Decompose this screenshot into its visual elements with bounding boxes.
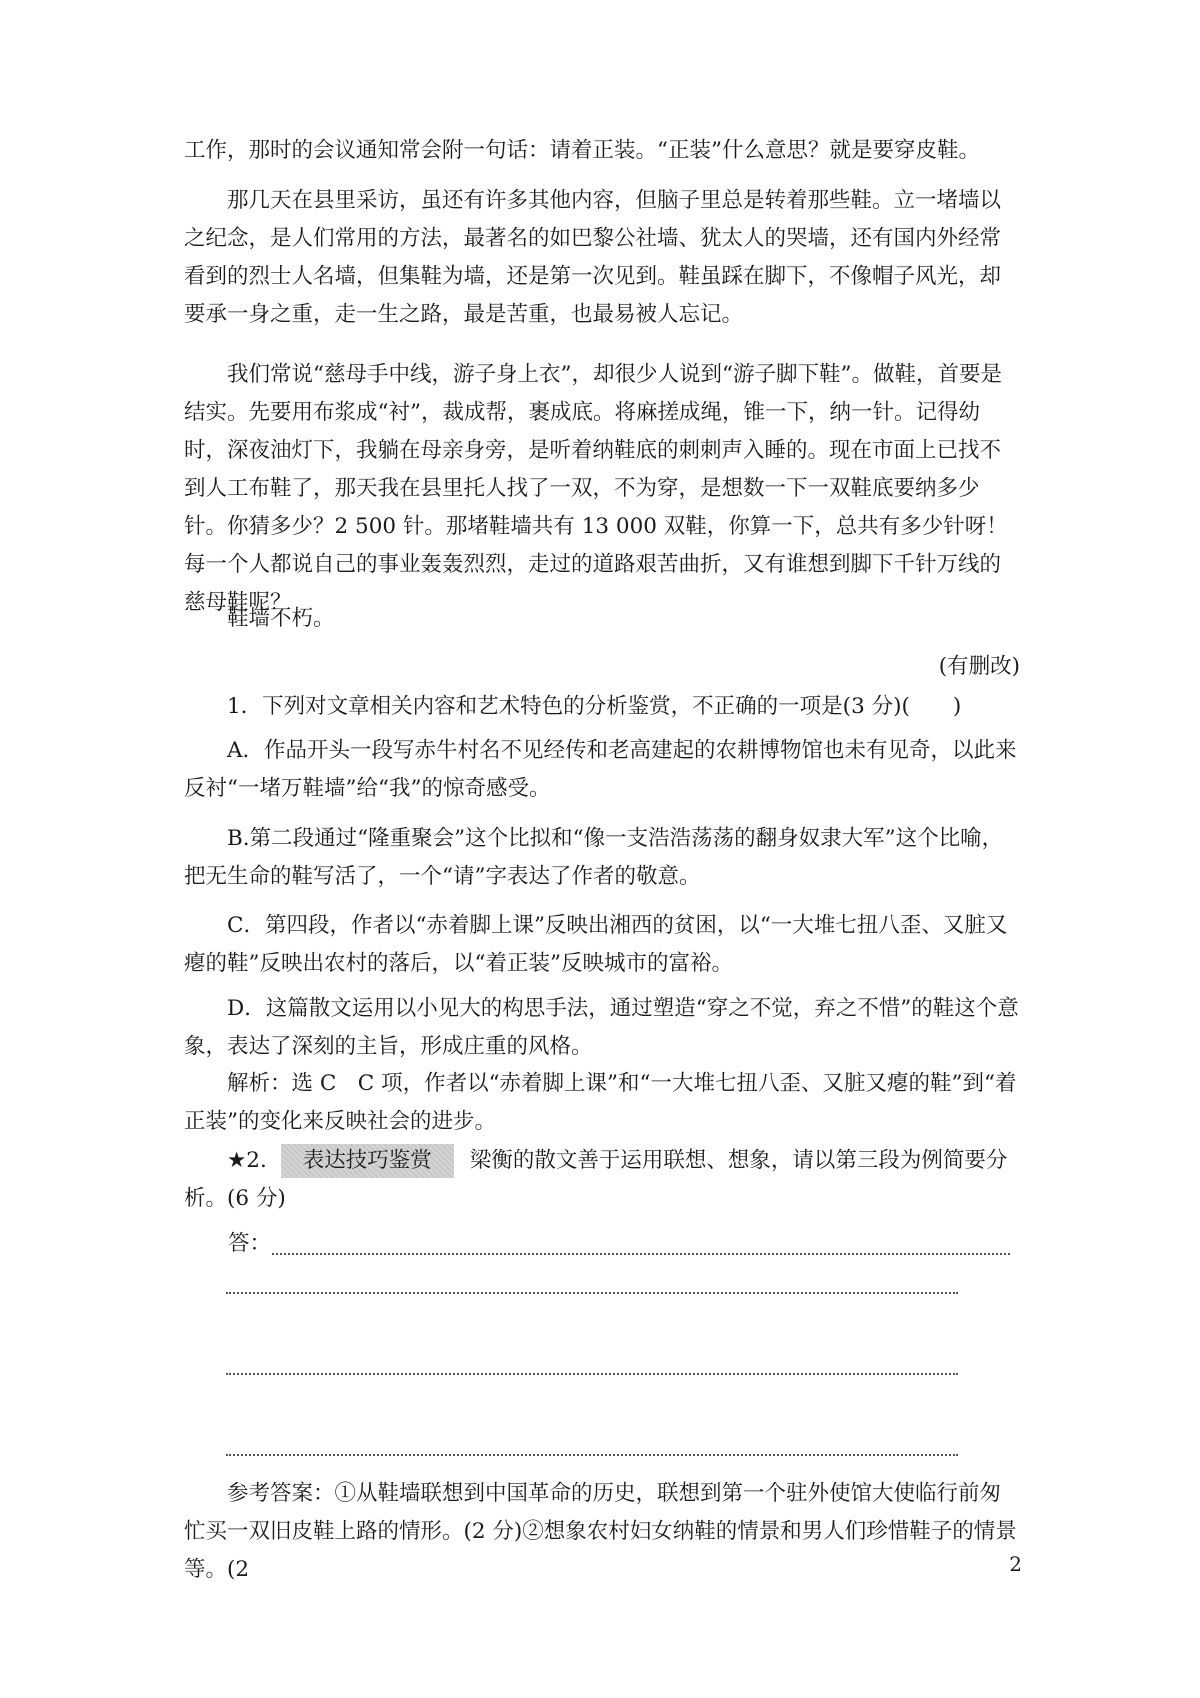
page-number: 2 [1009,1552,1022,1576]
answer-label: 答： [228,1231,272,1256]
question-1-option-b: B.第二段通过“隆重聚会”这个比拟和“像一支浩浩荡荡的翻身奴隶大军”这个比喻，把无生命的鞋写活了，一个“请”字表达了作者的敬意。 [184,826,1004,889]
paragraph-wall: 那几天在县里采访，虽还有许多其他内容，但脑子里总是转着那些鞋。立一堵墙以之纪念，是人们常用的方法，最著名的如巴黎公社墙、犹太人的哭墙，还有国内外经常看到的烈士人名墙，但集鞋为墙，还是第一次见到。鞋虽踩在脚下，不像帽子风光，却要承一身之重，走一生之路，最是苦重，也最易被人忘记。 [184,188,1002,327]
question-1-stem: 1．下列对文章相关内容和艺术特色的分析鉴赏，不正确的一项是(3 分)( ) [227,694,962,719]
question-2-number: ★2. [227,1148,267,1173]
answer-line-4[interactable] [226,1454,958,1456]
paragraph-mother: 我们常说“慈母手中线，游子身上衣”，却很少人说到“游子脚下鞋”。做鞋，首要是结实。先要用布浆成“衬”，裁成帮，裹成底。将麻搓成绳，锥一下，纳一针。记得幼时，深夜油灯下，我躺在母亲身旁，是听着纳鞋底的刺刺声入睡的。现在市面上已找不到人工布鞋了，那天我在县里托人找了一双，不为穿，是想数一下一双鞋底要纳多少针。你猜多少？2 500 针。那堵鞋墙共有 13 000 双鞋，你算一下，总共有多少针呀！每一个人都说自己的事业轰轰烈烈，走过的道路艰苦曲折，又有谁想到脚下千针万线的慈母鞋呢？ [184,362,1008,615]
question-2-stem: 梁衡的散文善于运用联想、想象，请以第三段为例简要分析。(6 分) [184,1148,1008,1211]
question-1-analysis: 解析：选 C C 项，作者以“赤着脚上课”和“一大堆七扭八歪、又脏又瘪的鞋”到“着正装”的变化来反映社会的进步。 [184,1071,1017,1134]
question-2-reference-answer: 参考答案：①从鞋墙联想到中国革命的历史，联想到第一个驻外使馆大使临行前匆忙买一双旧皮鞋上路的情形。(2 分)②想象农村妇女纳鞋的情景和男人们珍惜鞋子的情景等。(2 [184,1481,1017,1582]
skill-tag-badge: 表达技巧鉴赏 [281,1144,454,1178]
question-1-option-a: A．作品开头一段写赤牛村名不见经传和老高建起的农耕博物馆也未有见奇，以此来反衬“一堵万鞋墙”给“我”的惊奇感受。 [184,738,1017,801]
answer-line-1[interactable] [272,1253,1010,1255]
answer-line-2[interactable] [226,1292,958,1294]
question-1-option-d: D．这篇散文运用以小见大的构思手法，通过塑造“穿之不觉，弃之不惜”的鞋这个意象，表达了深刻的主旨，形成庄重的风格。 [184,996,1019,1059]
question-2-stem-block [184,1142,1020,1218]
question-1-option-c: C．第四段，作者以“赤着脚上课”反映出湘西的贫困，以“一大堆七扭八歪、又脏又瘪的鞋”反映出农村的落后，以“着正装”反映城市的富裕。 [184,913,1008,976]
paragraph-intro: 工作，那时的会议通知常会附一句话：请着正装。“正装”什么意思？就是要穿皮鞋。 [184,138,980,163]
revision-note: (有删改) [938,654,1020,679]
paragraph-end: 鞋墙不朽。 [227,606,335,631]
answer-line-3[interactable] [226,1373,958,1375]
